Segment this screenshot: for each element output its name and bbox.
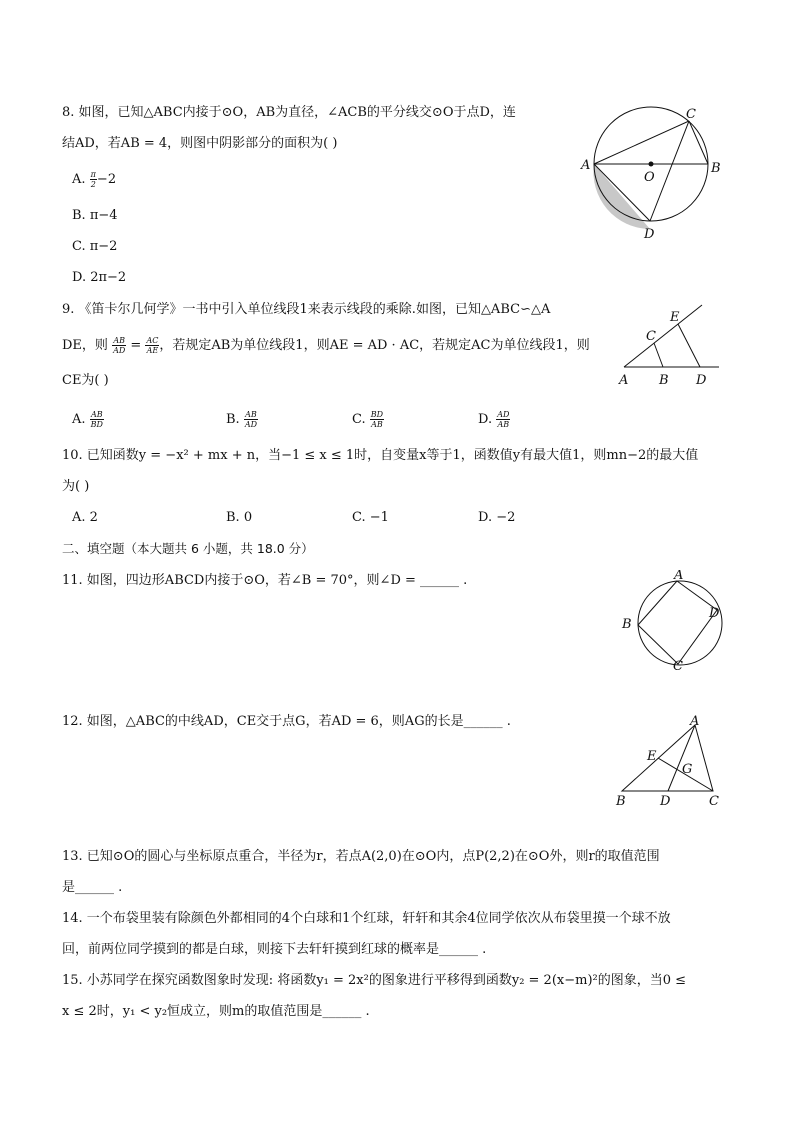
- q12-label-d: D: [660, 794, 671, 809]
- q11-figure: [616, 570, 726, 676]
- q9-option-d: D. $\frac{AD}{AB}$: [478, 410, 510, 429]
- q15-line1: 15. 小苏同学在探究函数图象时发现: 将函数y₁ = 2x²的图象进行平移得到函数y₂ = 2(x−m)²的图象，当0 ≤: [62, 973, 687, 988]
- q9-option-b: B. $\frac{AB}{AD}$: [226, 410, 258, 429]
- section-2-title: 二、填空题（本大题共 6 小题，共 18.0 分）: [62, 541, 314, 556]
- q9-fraction-ab-ad: $\frac{AB}{AD}$: [113, 336, 126, 355]
- q12-label-e: E: [647, 749, 657, 764]
- q8-line2: 结AD，若AB = 4，则图中阴影部分的面积为( ): [62, 136, 338, 151]
- q11-label-d: D: [709, 606, 720, 621]
- q9-line3: CE为( ): [62, 373, 109, 388]
- q11-text: 11. 如图，四边形ABCD内接于⊙O，若∠B = 70°，则∠D = ______ .: [62, 573, 468, 588]
- q9-line1: 9. 《笛卡尔几何学》一书中引入单位线段1来表示线段的乘除.如图，已知△ABC∽△A: [62, 302, 551, 317]
- q12-triangle: [622, 725, 713, 791]
- q8-center-dot: [649, 162, 654, 167]
- q12-figure: [610, 713, 725, 811]
- q8-figure: [578, 100, 728, 245]
- q10-option-a: A. 2: [72, 510, 98, 525]
- q9-line2: DE，则 $\frac{AB}{AD}$ = $\frac{AC}{AE}$ ，若规定AB为单位线段1，则AE = AD · AC，若规定AC为单位线段1，则: [62, 336, 590, 355]
- q8-label-a: A: [581, 158, 591, 173]
- q8-option-a-fraction: $\frac{\pi}{2}$: [90, 170, 96, 189]
- q10-option-d: D. −2: [478, 510, 516, 525]
- q8-option-a: A. $\frac{\pi}{2}$ −2: [72, 170, 117, 189]
- q9-figure: [612, 300, 727, 390]
- q9-label-c: C: [646, 329, 656, 344]
- q12-label-c: C: [709, 794, 719, 809]
- q11-circle: [638, 581, 722, 665]
- q8-shaded-region: [593, 164, 650, 229]
- q12-label-a: A: [690, 714, 700, 729]
- q8-line1: 8. 如图，已知△ABC内接于⊙O，AB为直径，∠ACB的平分线交⊙O于点D，连: [62, 105, 516, 120]
- q11-label-c: C: [673, 659, 683, 674]
- q13-line2: 是______ .: [62, 880, 123, 895]
- q9-label-d: D: [696, 373, 707, 388]
- q8-option-b: B. π−4: [72, 208, 118, 223]
- q8-label-b: B: [711, 161, 721, 176]
- q9-label-a: A: [619, 373, 629, 388]
- q14-line1: 14. 一个布袋里装有除颜色外都相同的4个白球和1个红球，轩轩和其余4位同学依次从布袋里摸一个球不放: [62, 911, 671, 926]
- q12-label-g: G: [682, 762, 693, 777]
- q11-label-b: B: [622, 617, 632, 632]
- q13-line1: 13. 已知⊙O的圆心与坐标原点重合，半径为r，若点A(2,0)在⊙O内，点P(2,2)在⊙O外，则r的取值范围: [62, 849, 660, 864]
- q10-option-b: B. 0: [226, 510, 253, 525]
- q15-line2: x ≤ 2时，y₁ < y₂恒成立，则m的取值范围是______ .: [62, 1004, 370, 1019]
- q10-line1: 10. 已知函数y = −x² + mx + n，当−1 ≤ x ≤ 1时，自变量x等于1，函数值y有最大值1，则mn−2的最大值: [62, 448, 699, 463]
- q8-option-d: D. 2π−2: [72, 270, 127, 285]
- q9-label-e: E: [670, 310, 680, 325]
- q10-option-c: C. −1: [352, 510, 389, 525]
- q8-label-d: D: [644, 227, 655, 242]
- q9-option-a: A. $\frac{AB}{BD}$: [72, 410, 103, 429]
- q14-line2: 回，前两位同学摸到的都是白球，则接下去轩轩摸到红球的概率是______ .: [62, 942, 487, 957]
- q8-option-c: C. π−2: [72, 239, 118, 254]
- q12-text: 12. 如图，△ABC的中线AD，CE交于点G，若AD = 6，则AG的长是______ .: [62, 714, 511, 729]
- q12-label-b: B: [616, 794, 626, 809]
- q9-fraction-ac-ae: $\frac{AC}{AE}$: [146, 336, 159, 355]
- q10-line2: 为( ): [62, 479, 90, 494]
- q8-label-c: C: [686, 107, 696, 122]
- q9-label-b: B: [659, 373, 669, 388]
- q8-label-o: O: [644, 170, 655, 185]
- q9-option-c: C. $\frac{BD}{AB}$: [352, 410, 384, 429]
- q11-label-a: A: [674, 570, 684, 583]
